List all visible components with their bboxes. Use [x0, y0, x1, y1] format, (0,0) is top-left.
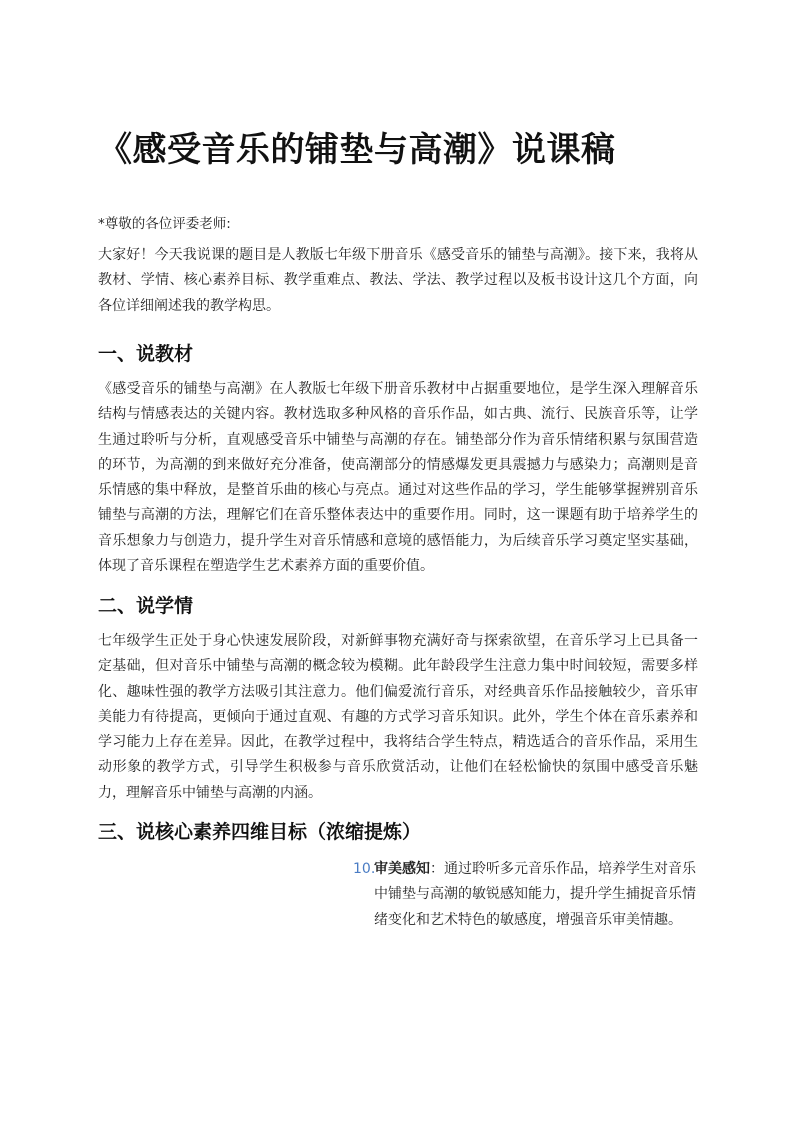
section-body-textbook: 《感受音乐的铺垫与高潮》在人教版七年级下册音乐教材中占据重要地位，是学生深入理解音乐结构与情感表达的关键内容。教材选取多种风格的音乐作品，如古典、流行、民族音乐等，让学生通过聆听与分析，直观感受音乐中铺垫与高潮的存在。铺垫部分作为音乐情绪积累与氛围营造的环节，为高潮的到来做好充分准备，使高潮部分的情感爆发更具震撼力与感染力；高潮则是音乐情感的集中释放，是整首乐曲的核心与亮点。通过对这些作品的学习，学生能够掌握辨别音乐铺垫与高潮的方法，理解它们在音乐整体表达中的重要作用。同时，这一课题有助于培养学生的音乐想象力与创造力，提升学生对音乐情感和意境的感悟能力，为后续音乐学习奠定坚实基础，体现了音乐课程在塑造学生艺术素养方面的重要价值。	[98, 381, 698, 575]
salutation: *尊敬的各位评委老师:	[98, 216, 231, 232]
section-heading-core-goals: 三、说核心素养四维目标（浓缩提炼）	[98, 821, 422, 843]
list-item-text: 通过聆听多元音乐作品，培养学生对音乐中铺垫与高潮的敏锐感知能力，提升学生捕捉音乐情绪变化和艺术特色的敏感度，增强音乐审美情趣。	[374, 861, 696, 928]
page-title: 《感受音乐的铺垫与高潮》说课稿	[98, 130, 616, 170]
section-heading-textbook: 一、说教材	[98, 343, 194, 365]
intro-paragraph: 大家好！今天我说课的题目是人教版七年级下册音乐《感受音乐的铺垫与高潮》。接下来，我将从教材、学情、核心素养目标、教学重难点、教法、学法、教学过程以及板书设计这几个方面，向各位详细阐述我的教学构思。	[98, 247, 698, 314]
list-item	[353, 857, 698, 933]
section-heading-learners: 二、说学情	[98, 595, 194, 617]
list-item-number: 10.	[353, 861, 376, 877]
list-item-separator: ：	[430, 861, 444, 877]
section-body-learners: 七年级学生正处于身心快速发展阶段，对新鲜事物充满好奇与探索欲望，在音乐学习上已具备一定基础，但对音乐中铺垫与高潮的概念较为模糊。此年龄段学生注意力集中时间较短，需要多样化、趣味性强的教学方法吸引其注意力。他们偏爱流行音乐，对经典音乐作品接触较少，音乐审美能力有待提高，更倾向于通过直观、有趣的方式学习音乐知识。此外，学生个体在音乐素养和学习能力上存在差异。因此，在教学过程中，我将结合学生特点，精选适合的音乐作品，采用生动形象的教学方式，引导学生积极参与音乐欣赏活动，让他们在轻松愉快的氛围中感受音乐魅力，理解音乐中铺垫与高潮的内涵。	[98, 633, 698, 801]
list-item-term: 审美感知	[374, 861, 430, 877]
